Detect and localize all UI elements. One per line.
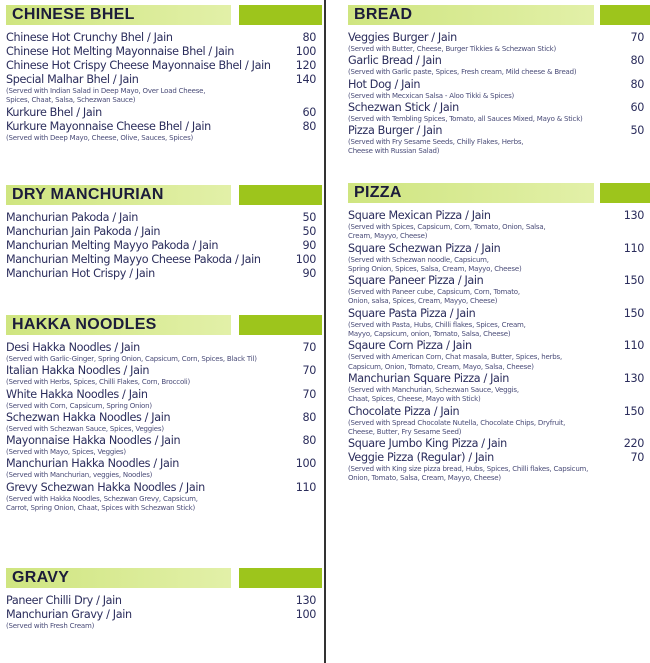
- item-price: 80: [630, 77, 644, 91]
- item-name: Square Paneer Pizza / Jain: [348, 274, 484, 288]
- menu-item: [6, 225, 316, 239]
- menu-item: [6, 239, 316, 253]
- header-accent-block: [600, 5, 650, 25]
- item-price: 70: [630, 31, 644, 44]
- item-price: 150: [623, 274, 644, 288]
- section-title: BREAD: [354, 6, 413, 23]
- item-price: 60: [630, 100, 644, 114]
- menu-item: [6, 106, 316, 120]
- menu-item: [6, 341, 316, 364]
- item-price: 120: [295, 59, 316, 72]
- item-price: 80: [302, 410, 316, 424]
- section-header: [348, 5, 644, 25]
- item-description: (Served with King size pizza bread, Hubs, Spices, Chilli flakes, Capsicum, Onion, Tomato, Salsa, Cream, Mayyo, Cheese): [348, 465, 589, 483]
- menu-item: [6, 253, 316, 267]
- section-title: CHINESE BHEL: [12, 6, 135, 23]
- item-price: 140: [295, 73, 316, 86]
- menu-item: [6, 59, 316, 73]
- section-header: [6, 315, 316, 335]
- item-name: Manchurian Melting Mayyo Cheese Pakoda / Jain: [6, 253, 261, 266]
- section-header: [6, 5, 316, 25]
- item-name: Chinese Hot Crispy Cheese Mayonnaise Bhel / Jain: [6, 59, 271, 72]
- item-price: 110: [295, 480, 316, 494]
- item-price: 130: [623, 209, 644, 222]
- item-name: Paneer Chilli Dry / Jain: [6, 594, 122, 607]
- item-price: 90: [302, 267, 316, 280]
- menu-item: [348, 78, 644, 101]
- item-price: 80: [302, 434, 316, 448]
- item-name: Veggie Pizza (Regular) / Jain: [348, 451, 494, 465]
- item-name: Manchurian Pakoda / Jain: [6, 211, 138, 224]
- header-accent-block: [239, 568, 322, 588]
- header-accent-block: [239, 5, 322, 25]
- menu-item: [6, 120, 316, 143]
- menu-item: [6, 211, 316, 225]
- menu-item: [348, 437, 644, 451]
- menu-item: [6, 411, 316, 434]
- section-gravy: [6, 568, 316, 631]
- section-header: [6, 185, 316, 205]
- menu-item: [6, 608, 316, 631]
- item-name: Chinese Hot Crunchy Bhel / Jain: [6, 31, 173, 44]
- item-description: (Served with Mecxican Salsa - Aloo Tikki & Spices): [348, 91, 515, 100]
- item-description: (Served with Tembling Spices, Tomato, all Sauces Mixed, Mayo & Stick): [348, 114, 583, 123]
- item-price: 70: [630, 451, 644, 465]
- item-name: Pizza Burger / Jain: [348, 124, 443, 138]
- item-name: Special Malhar Bhel / Jain: [6, 73, 139, 86]
- item-name: Chocolate Pizza / Jain: [348, 404, 460, 418]
- menu-item: [348, 54, 644, 77]
- menu-item: [348, 307, 644, 340]
- item-description: (Served with Deep Mayo, Cheese, Olive, Sauces, Spices): [6, 133, 194, 142]
- item-description: (Served with Pasta, Hubs, Chilli flakes, Spices, Cream, Mayyo, Capsicum, onion, Tomato, Salsa, Cheese): [348, 320, 526, 339]
- item-name: Chinese Hot Melting Mayonnaise Bhel / Jain: [6, 45, 235, 58]
- item-description: (Served with Spread Chocolate Nutella, Chocolate Chips, Dryfruit, Cheese, Butter, Fry Sesame Seed): [348, 418, 566, 436]
- item-price: 80: [302, 119, 316, 133]
- item-description: (Served with Butter, Cheese, Burger Tikkies & Schezwan Stick): [348, 45, 556, 53]
- header-accent-block: [239, 185, 322, 205]
- item-price: 70: [302, 364, 316, 378]
- item-description: (Served with Manchurian, veggies, Noodles): [6, 471, 153, 480]
- menu-item: [348, 451, 644, 484]
- item-name: Desi Hakka Noodles / Jain: [6, 341, 140, 354]
- item-price: 80: [302, 31, 316, 44]
- item-name: Manchurian Jain Pakoda / Jain: [6, 225, 161, 238]
- item-name: White Hakka Noodles / Jain: [6, 387, 148, 401]
- menu-item: [348, 372, 644, 405]
- item-price: 100: [295, 608, 316, 621]
- menu-item: [348, 405, 644, 438]
- item-price: 130: [623, 371, 644, 385]
- section-bread: [348, 5, 644, 157]
- section-title: PIZZA: [354, 184, 402, 201]
- menu-item: [6, 434, 316, 457]
- header-accent-block: [239, 315, 322, 335]
- menu-item: [348, 209, 644, 242]
- item-description: (Served with Fresh Cream): [6, 622, 95, 630]
- item-name: Italian Hakka Noodles / Jain: [6, 364, 150, 378]
- section-chinese-bhel: [6, 5, 316, 143]
- item-price: 80: [630, 54, 644, 68]
- item-price: 90: [302, 239, 316, 252]
- section-title: GRAVY: [12, 569, 70, 586]
- menu-item: [348, 31, 644, 54]
- item-description: (Served with Mayo, Spices, Veggies): [6, 448, 126, 457]
- item-price: 50: [630, 124, 644, 138]
- item-description: (Served with Manchurian, Schezwan Sauce, Veggis, Chaat, Spices, Cheese, Mayo with Stick): [348, 385, 519, 404]
- item-description: (Served with Fry Sesame Seeds, Chilly Flakes, Herbs, Cheese with Russian Salad): [348, 138, 524, 156]
- item-price: 60: [302, 105, 316, 119]
- item-price: 70: [302, 387, 316, 401]
- item-name: Square Schezwan Pizza / Jain: [348, 241, 501, 255]
- section-hakka-noodles: [6, 315, 316, 513]
- item-price: 100: [295, 45, 316, 58]
- menu-item: [348, 339, 644, 372]
- item-name: Garlic Bread / Jain: [348, 54, 442, 68]
- item-price: 150: [623, 306, 644, 320]
- menu-item: [6, 457, 316, 480]
- item-name: Grevy Schezwan Hakka Noodles / Jain: [6, 480, 205, 494]
- item-description: (Served with Garlic-Ginger, Spring Onion, Capsicum, Corn, Spices, Black Til): [6, 355, 257, 363]
- item-price: 100: [295, 457, 316, 471]
- item-name: Sqaure Corn Pizza / Jain: [348, 339, 472, 353]
- item-price: 50: [302, 225, 316, 238]
- item-description: (Served with Schezwan noodle, Capsicum, Spring Onion, Spices, Salsa, Cream, Mayyo, Cheese): [348, 255, 522, 273]
- item-name: Manchurian Gravy / Jain: [6, 608, 132, 621]
- item-description: (Served with Paneer cube, Capsicum, Corn, Tomato, Onion, salsa, Spices, Cream, Mayyo, Cheese): [348, 288, 520, 306]
- item-description: (Served with Spices, Capsicum, Corn, Tomato, Onion, Salsa, Cream, Mayyo, Cheese): [348, 223, 546, 241]
- item-name: Kurkure Mayonnaise Cheese Bhel / Jain: [6, 119, 211, 133]
- menu-item: [6, 388, 316, 411]
- item-price: 100: [295, 253, 316, 266]
- item-name: Manchurian Hakka Noodles / Jain: [6, 457, 179, 471]
- item-price: 50: [302, 211, 316, 224]
- item-name: Manchurian Hot Crispy / Jain: [6, 267, 155, 280]
- item-description: (Served with Indian Salad in Deep Mayo, Over Load Cheese, Spices, Chaat, Salsa, Schezwan Sauce): [6, 87, 206, 105]
- menu-item: [6, 364, 316, 387]
- menu-item: [348, 124, 644, 157]
- item-name: Schezwan Hakka Noodles / Jain: [6, 410, 171, 424]
- section-header: [6, 568, 316, 588]
- menu-item: [6, 481, 316, 514]
- item-description: (Served with Herbs, Spices, Chilli Flakes, Corn, Broccoli): [6, 378, 191, 387]
- section-pizza: [348, 183, 644, 484]
- menu-item: [6, 45, 316, 59]
- header-accent-block: [600, 183, 650, 203]
- item-name: Mayonnaise Hakka Noodles / Jain: [6, 434, 181, 448]
- menu-item: [6, 73, 316, 106]
- item-name: Hot Dog / Jain: [348, 77, 421, 91]
- item-name: Manchurian Melting Mayyo Pakoda / Jain: [6, 239, 219, 252]
- item-description: (Served with American Corn, Chat masala, Butter, Spices, herbs, Capsicum, Onion, Tomato, Cream, Mayo, Salsa, Cheese): [348, 353, 562, 371]
- item-price: 70: [302, 341, 316, 354]
- item-name: Square Pasta Pizza / Jain: [348, 306, 476, 320]
- section-dry-manchurian: [6, 185, 316, 281]
- section-title: HAKKA NOODLES: [12, 316, 157, 333]
- item-description: (Served with Hakka Noodles, Schezwan Grevy, Capsicum, Carrot, Spring Onion, Chaat, Spices with Schezwan Stick): [6, 494, 198, 513]
- item-name: Schezwan Stick / Jain: [348, 100, 459, 114]
- item-name: Manchurian Square Pizza / Jain: [348, 371, 510, 385]
- item-price: 110: [623, 339, 644, 353]
- item-price: 110: [623, 241, 644, 255]
- menu-item: [348, 101, 644, 124]
- menu-item: [6, 267, 316, 281]
- menu-item: [6, 31, 316, 45]
- item-name: Veggies Burger / Jain: [348, 31, 457, 44]
- item-name: Kurkure Bhel / Jain: [6, 105, 102, 119]
- menu-item: [6, 594, 316, 608]
- item-name: Square Mexican Pizza / Jain: [348, 209, 491, 222]
- section-header: [348, 183, 644, 203]
- item-price: 150: [623, 404, 644, 418]
- item-description: (Served with Schezwan Sauce, Spices, Veggies): [6, 424, 164, 433]
- item-description: (Served with Corn, Capsicum, Spring Onion): [6, 401, 152, 410]
- item-name: Square Jumbo King Pizza / Jain: [348, 437, 507, 451]
- menu-item: [348, 242, 644, 275]
- column-divider: [324, 0, 326, 663]
- section-title: DRY MANCHURIAN: [12, 186, 164, 203]
- item-price: 220: [623, 437, 644, 451]
- item-description: (Served with Garlic paste, Spices, Fresh cream, Mild cheese & Bread): [348, 68, 577, 77]
- item-price: 130: [295, 594, 316, 607]
- menu-item: [348, 274, 644, 307]
